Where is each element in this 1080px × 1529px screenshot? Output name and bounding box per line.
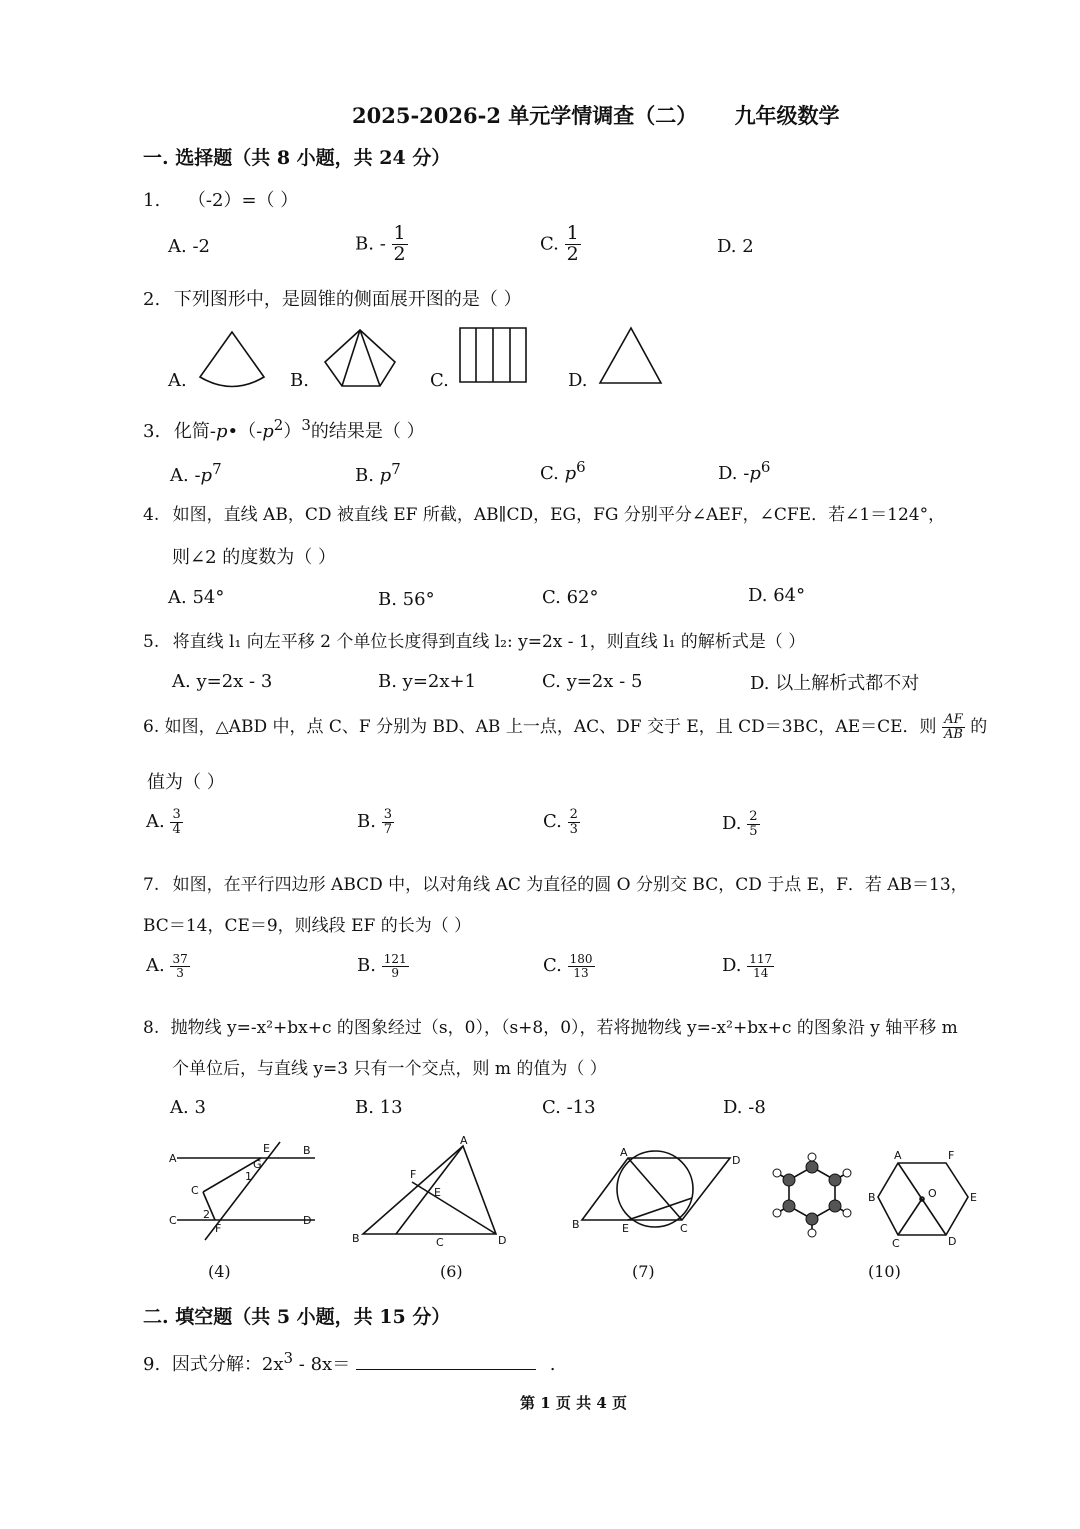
figure-4-caption: (4) xyxy=(208,1262,231,1281)
question-number: 4. xyxy=(143,505,160,525)
fraction-numerator: AF xyxy=(942,713,965,728)
q3-option-c xyxy=(540,458,586,484)
exam-title xyxy=(352,100,840,130)
question-text-close: ） xyxy=(283,421,302,442)
q7-option-b xyxy=(357,953,409,979)
variable-p: p xyxy=(216,421,228,442)
question-8-line-2: 个单位后，与直线 y=3 只有一个交点，则 m 的值为（ ） xyxy=(172,1059,607,1079)
option-sign: - xyxy=(379,233,386,255)
fraction-denominator: 4 xyxy=(172,821,181,837)
point-label-o: O xyxy=(928,1187,937,1200)
question-text-pre: 因式分解：2x xyxy=(171,1354,284,1375)
option-fraction xyxy=(170,953,189,979)
q2-option-a: A. xyxy=(168,370,187,391)
point-label-d: D xyxy=(303,1214,312,1227)
q4-option-a: A. 54° xyxy=(168,587,225,608)
question-1 xyxy=(143,186,298,212)
exponent: 7 xyxy=(391,460,401,478)
point-label-b: B xyxy=(572,1218,580,1231)
question-text-post: 的结果是（ ） xyxy=(310,421,425,442)
point-label-d: D xyxy=(732,1154,741,1167)
q2-option-c: C. xyxy=(430,370,449,391)
variable-p: p xyxy=(200,465,213,486)
option-label: B. xyxy=(357,955,376,977)
question-text-post: - 8x＝ xyxy=(293,1354,351,1375)
hexagon-molecule-figure xyxy=(765,1155,860,1245)
point-label-e: E xyxy=(434,1186,441,1199)
fraction-denominator: 3 xyxy=(569,821,578,837)
question-3 xyxy=(143,416,425,443)
point-label-c: C xyxy=(680,1222,688,1235)
question-number: 5. xyxy=(143,632,160,652)
fraction-denominator: 14 xyxy=(753,965,769,980)
fraction-numerator: 37 xyxy=(172,952,188,966)
q8-option-a: A. 3 xyxy=(170,1097,206,1118)
exam-title-text: 2025-2026-2 单元学情调查（二） xyxy=(352,103,698,128)
question-number: 7. xyxy=(143,875,160,895)
question-text: 抛物线 y=-x²+bx+c 的图象经过（s，0），（s+8，0），若将抛物线 y=-x²+bx+c 的图象沿 y 轴平移 m xyxy=(170,1018,958,1038)
q2-sector-figure xyxy=(195,330,270,392)
option-fraction xyxy=(747,953,774,979)
q7-option-d xyxy=(722,953,774,979)
option-label: A. xyxy=(146,955,165,977)
angle-label-1: 1 xyxy=(245,1170,252,1183)
question-4 xyxy=(143,500,945,525)
q2-option-b: B. xyxy=(290,370,309,391)
point-label-c: C xyxy=(892,1237,900,1250)
exponent: 7 xyxy=(212,460,222,478)
variable-p: p xyxy=(379,465,392,486)
option-label: C. xyxy=(543,955,562,977)
point-label-b: B xyxy=(868,1191,876,1204)
q4-option-c: C. 62° xyxy=(542,587,599,608)
question-9 xyxy=(143,1349,555,1376)
figure-6 xyxy=(348,1134,513,1249)
question-4-line-2: 则∠2 的度数为（ ） xyxy=(172,547,336,568)
q2-rectangle-figure xyxy=(458,326,530,386)
fraction-denominator: 3 xyxy=(176,965,184,980)
figure-6-caption: (6) xyxy=(440,1262,463,1281)
fraction-numerator: 1 xyxy=(566,222,579,244)
point-label-a: A xyxy=(169,1152,177,1165)
q8-option-d: D. -8 xyxy=(723,1097,766,1118)
option-label: B. xyxy=(355,233,374,255)
option-fraction xyxy=(747,810,759,838)
question-5 xyxy=(143,627,805,652)
angle-label-2: 2 xyxy=(203,1208,210,1221)
section-1-heading: 一. 选择题（共 8 小题，共 24 分） xyxy=(143,147,451,169)
q6-option-c xyxy=(543,808,580,836)
fraction-denominator: 9 xyxy=(391,965,399,980)
q1-option-c xyxy=(540,224,581,265)
q8-option-b: B. 13 xyxy=(355,1097,403,1118)
point-label-c: C xyxy=(436,1236,444,1249)
question-2 xyxy=(143,285,522,311)
fraction-denominator: AB xyxy=(943,727,963,742)
q5-option-b: B. y=2x+1 xyxy=(378,671,477,692)
option-label: B. xyxy=(357,811,376,833)
question-text: 下列图形中，是圆锥的侧面展开图的是（ ） xyxy=(173,289,522,310)
question-number: 9. xyxy=(143,1354,161,1375)
point-label-a: A xyxy=(460,1134,468,1147)
option-fraction xyxy=(565,224,581,265)
question-number: 8. xyxy=(143,1018,160,1038)
figure-7-caption: (7) xyxy=(632,1262,655,1281)
question-text: 将直线 l₁ 向左平移 2 个单位长度得到直线 l₂: y=2x - 1，则直线 l₁ 的解析式是（ ） xyxy=(172,632,806,652)
q1-option-b xyxy=(355,224,408,265)
option-label: D. - xyxy=(718,463,750,484)
option-label: D. xyxy=(722,813,742,835)
q2-option-d: D. xyxy=(568,370,588,391)
point-label-e: E xyxy=(263,1142,270,1155)
option-label: C. xyxy=(540,233,559,255)
q8-option-c: C. -13 xyxy=(542,1097,596,1118)
question-number: 3. xyxy=(143,421,161,442)
point-label-d: D xyxy=(498,1234,507,1247)
q3-option-d xyxy=(718,458,770,484)
fraction-numerator: 117 xyxy=(749,952,773,966)
exponent: 3 xyxy=(301,416,311,434)
point-label-b: B xyxy=(303,1144,311,1157)
q6-option-d xyxy=(722,810,760,838)
exam-subject: 九年级数学 xyxy=(734,103,840,128)
variable-p: p xyxy=(262,421,274,442)
option-fraction xyxy=(568,808,580,836)
question-text-tail: 的 xyxy=(970,717,988,737)
point-label-a: A xyxy=(620,1146,628,1159)
option-fraction xyxy=(170,808,182,836)
q5-option-d: D. 以上解析式都不对 xyxy=(750,673,920,694)
figure-4 xyxy=(165,1140,325,1240)
option-label: D. xyxy=(722,955,742,977)
point-label-f: F xyxy=(948,1149,955,1162)
option-fraction xyxy=(568,953,595,979)
q5-option-c: C. y=2x - 5 xyxy=(542,671,643,692)
fraction-numerator: 2 xyxy=(749,809,758,824)
option-fraction xyxy=(392,224,408,265)
question-6-line-2: 值为（ ） xyxy=(147,772,225,793)
question-7 xyxy=(143,870,968,895)
page-footer: 第 1 页 共 4 页 xyxy=(520,1394,627,1412)
fraction-numerator: 180 xyxy=(569,952,593,966)
question-text-pre: 化简- xyxy=(173,421,217,442)
variable-p: p xyxy=(749,463,761,484)
point-label-f: F xyxy=(410,1168,417,1181)
q1-option-a: A. -2 xyxy=(168,236,210,257)
fraction-numerator: 3 xyxy=(172,807,181,822)
point-label-a: A xyxy=(894,1149,902,1162)
q2-triangle-figure xyxy=(597,326,665,388)
q2-pyramid-figure xyxy=(322,328,398,392)
figure-7 xyxy=(570,1146,745,1236)
point-label-c: C xyxy=(191,1184,199,1197)
fraction-denominator: 2 xyxy=(393,242,406,265)
option-label: C. xyxy=(543,811,562,833)
question-number: 6. xyxy=(143,717,160,737)
question-end: . xyxy=(549,1354,556,1375)
exponent: 3 xyxy=(283,1349,294,1367)
question-8 xyxy=(143,1013,958,1038)
point-label-b: B xyxy=(352,1232,360,1245)
q3-option-b xyxy=(355,460,401,486)
exponent: 2 xyxy=(273,416,284,434)
fraction-denominator: 5 xyxy=(749,823,758,839)
variable-p: p xyxy=(564,463,577,484)
question-6 xyxy=(143,712,987,742)
fraction-denominator: 13 xyxy=(573,965,589,980)
q7-option-a xyxy=(146,953,190,979)
fraction-numerator: 2 xyxy=(569,807,578,822)
question-number: 2. xyxy=(143,289,161,310)
fraction-numerator: 3 xyxy=(383,807,392,822)
question-7-line-2: BC＝14，CE＝9，则线段 EF 的长为（ ） xyxy=(143,916,472,936)
question-text-mid: •（- xyxy=(227,421,263,442)
q3-option-a xyxy=(170,460,222,486)
q4-option-d: D. 64° xyxy=(748,585,806,606)
point-label-c2: C xyxy=(169,1214,177,1227)
question-text: 如图，在平行四边形 ABCD 中，以对角线 AC 为直径的圆 O 分别交 BC，CD 于点 E，F．若 AB＝13， xyxy=(172,875,968,895)
question-fraction xyxy=(942,713,965,741)
option-label: A. xyxy=(146,811,165,833)
question-text: 如图，直线 AB，CD 被直线 EF 所截，AB∥CD，EG，FG 分别平分∠AEF，∠CFE．若∠1＝124°， xyxy=(172,505,946,525)
option-label: A. - xyxy=(170,465,201,486)
exponent: 6 xyxy=(576,458,586,476)
q4-option-b: B. 56° xyxy=(378,589,435,610)
point-label-g: G xyxy=(253,1158,262,1171)
q6-option-b xyxy=(357,808,394,836)
point-label-e: E xyxy=(970,1191,977,1204)
q5-option-a: A. y=2x - 3 xyxy=(172,671,273,692)
point-label-e: E xyxy=(622,1222,629,1235)
q7-option-c xyxy=(543,953,595,979)
option-label: C. xyxy=(540,463,565,484)
answer-blank[interactable] xyxy=(356,1351,536,1370)
point-label-d: D xyxy=(948,1235,957,1248)
question-text: 如图，△ABD 中，点 C、F 分别为 BD、AB 上一点，AC、DF 交于 E，且 CD＝3BC，AE＝CE．则 xyxy=(164,717,937,737)
fraction-denominator: 2 xyxy=(566,242,579,265)
figure-10-caption: (10) xyxy=(868,1262,901,1281)
exponent: 6 xyxy=(760,458,771,476)
fraction-numerator: 121 xyxy=(383,952,407,966)
option-fraction xyxy=(382,953,409,979)
option-fraction xyxy=(382,808,394,836)
question-text: （-2）=（ ） xyxy=(187,190,299,211)
fraction-numerator: 1 xyxy=(393,222,406,244)
section-2-heading: 二. 填空题（共 5 小题，共 15 分） xyxy=(143,1306,451,1328)
option-label: B. xyxy=(355,465,380,486)
q1-option-d: D. 2 xyxy=(717,236,754,257)
question-number: 1. xyxy=(143,190,161,211)
figure-10 xyxy=(868,1145,983,1255)
fraction-denominator: 7 xyxy=(383,821,392,837)
point-label-f: F xyxy=(215,1222,222,1235)
q6-option-a xyxy=(146,808,183,836)
